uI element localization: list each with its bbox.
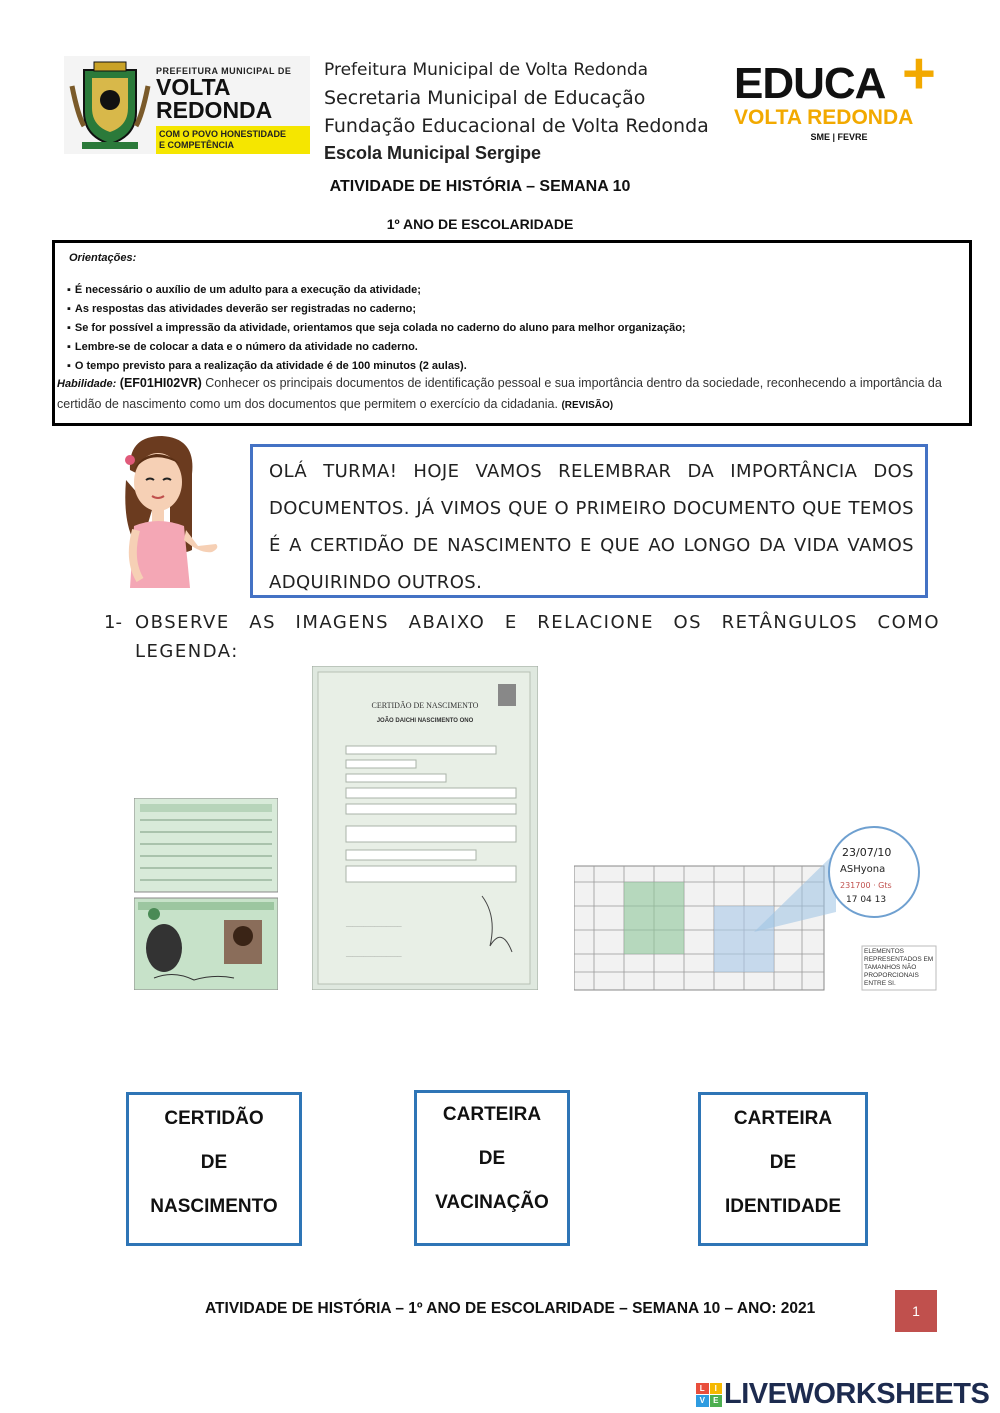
orientacoes-box — [52, 240, 972, 426]
svg-text:231700 · Gts: 231700 · Gts — [840, 881, 892, 890]
certidao-name-text: JOÃO DAICHI NASCIMENTO ONO — [376, 718, 474, 724]
svg-text:_________________________: _________________________ — [346, 922, 402, 927]
speech-box — [250, 444, 928, 598]
orientacao-item: ▪ Se for possível a impressão da atividade, orientamos que seja colada no caderno do aluno para melhor organização; — [67, 319, 686, 338]
header-line-fundacao: Fundação Educacional de Volta Redonda — [324, 115, 709, 137]
revisao-tag: (REVISÃO) — [561, 400, 614, 411]
habilidade-label: Habilidade: — [57, 378, 117, 390]
header-line-prefeitura: Prefeitura Municipal de Volta Redonda — [324, 60, 649, 80]
orientacao-item: ▪ Lembre-se de colocar a data e o número da atividade no caderno. — [67, 338, 686, 357]
label-line: CARTEIRA — [733, 1108, 833, 1129]
liveworksheets-text: LIVEWORKSHEETS — [724, 1378, 990, 1410]
habilidade-text — [57, 373, 963, 416]
liveworksheets-icon: L I V E — [696, 1383, 722, 1407]
logo-small-text: PREFEITURA MUNICIPAL DE — [156, 66, 292, 76]
logo-city-line1: VOLTA — [156, 74, 231, 100]
educa-logo — [734, 41, 944, 142]
speech-text: OLÁ TURMA! HOJE VAMOS RELEMBRAR DA IMPORTÂNCIA DOS DOCUMENTOS. JÁ VIMOS QUE O PRIMEIRO DOCUMENTO QUE TEMOS É A CERTIDÃO DE NASCIMENTO E QUE AO LONGO DA VIDA VAMOS ADQUIRINDO OUTROS. — [269, 461, 914, 593]
label-line: IDENTIDADE — [724, 1196, 842, 1217]
vaccination-card-image — [574, 822, 938, 992]
certidao-header-text: CERTIDÃO DE NASCIMENTO — [371, 701, 479, 710]
label-line: NASCIMENTO — [150, 1196, 278, 1217]
teacher-illustration — [100, 430, 230, 588]
label-line: DE — [478, 1148, 506, 1169]
label-line: CARTEIRA — [442, 1104, 542, 1125]
educa-sub-text: VOLTA REDONDA — [734, 106, 914, 129]
header-line-secretaria: Secretaria Municipal de Educação — [324, 87, 646, 109]
logo-city-line2: REDONDA — [156, 97, 273, 123]
orientacoes-title: Orientações: — [69, 252, 137, 264]
orientacao-item: ▪ As respostas das atividades deverão ser registradas no caderno; — [67, 300, 686, 319]
svg-text:_________________________: _________________________ — [346, 952, 402, 957]
page-title: ATIVIDADE DE HISTÓRIA – SEMANA 10 — [329, 178, 631, 195]
prefeitura-logo — [64, 56, 310, 154]
label-carteira-identidade[interactable] — [698, 1092, 868, 1246]
header-institution — [324, 60, 724, 164]
label-line: CERTIDÃO — [164, 1108, 264, 1129]
orientacao-item: ▪ O tempo previsto para a realização da atividade é de 100 minutos (2 aulas). — [67, 357, 686, 376]
identity-card-image — [134, 798, 278, 990]
liveworksheets-watermark — [696, 1378, 989, 1411]
educa-plus-icon: + — [902, 41, 935, 106]
orientacao-item: ▪ É necessário o auxílio de um adulto para a execução da atividade; — [67, 281, 686, 300]
habilidade-code: (EF01HI02VR) — [119, 376, 202, 390]
header-line-escola: Escola Municipal Sergipe — [324, 143, 542, 163]
page-number: 1 — [895, 1290, 937, 1332]
svg-text:23/07/10: 23/07/10 — [842, 846, 892, 859]
question-1 — [104, 608, 940, 666]
label-line: DE — [200, 1152, 228, 1173]
educa-sme-text: SME | FEVRE — [810, 132, 868, 142]
birth-certificate-image — [312, 666, 538, 990]
orientacoes-list — [67, 281, 686, 376]
label-line: DE — [769, 1152, 797, 1173]
question-number: 1- — [104, 612, 122, 633]
educa-main-text: EDUCA — [734, 59, 886, 108]
svg-text:17 04 13: 17 04 13 — [846, 895, 887, 905]
logo-tag-line1: COM O POVO HONESTIDADE — [159, 129, 287, 139]
page-subtitle: 1º ANO DE ESCOLARIDADE — [386, 216, 574, 232]
label-carteira-vacinacao[interactable] — [414, 1090, 570, 1246]
label-certidao-nascimento[interactable] — [126, 1092, 302, 1246]
svg-text:ASHyona: ASHyona — [840, 864, 886, 875]
label-line: VACINAÇÃO — [435, 1192, 549, 1213]
logo-tagline — [156, 126, 310, 154]
page-footer: ATIVIDADE DE HISTÓRIA – 1º ANO DE ESCOLARIDADE – SEMANA 10 – ANO: 2021 — [205, 1300, 816, 1317]
logo-tag-line2: E COMPETÊNCIA — [159, 140, 235, 150]
question-text: OBSERVE AS IMAGENS ABAIXO E RELACIONE OS RETÂNGULOS COMO LEGENDA: — [135, 612, 940, 662]
vaccination-note: ELEMENTOS REPRESENTADOS EM TAMANHOS NÃO PROPORCIONAIS ENTRE SI. — [864, 948, 934, 987]
crest-icon — [64, 56, 156, 154]
habilidade-description: Conhecer os principais documentos de identificação pessoal e sua importância dentro da sociedade, reconhecendo a importância da certidão de nascimento como um dos documentos que permitem o exercício da cidadania. — [57, 376, 942, 411]
